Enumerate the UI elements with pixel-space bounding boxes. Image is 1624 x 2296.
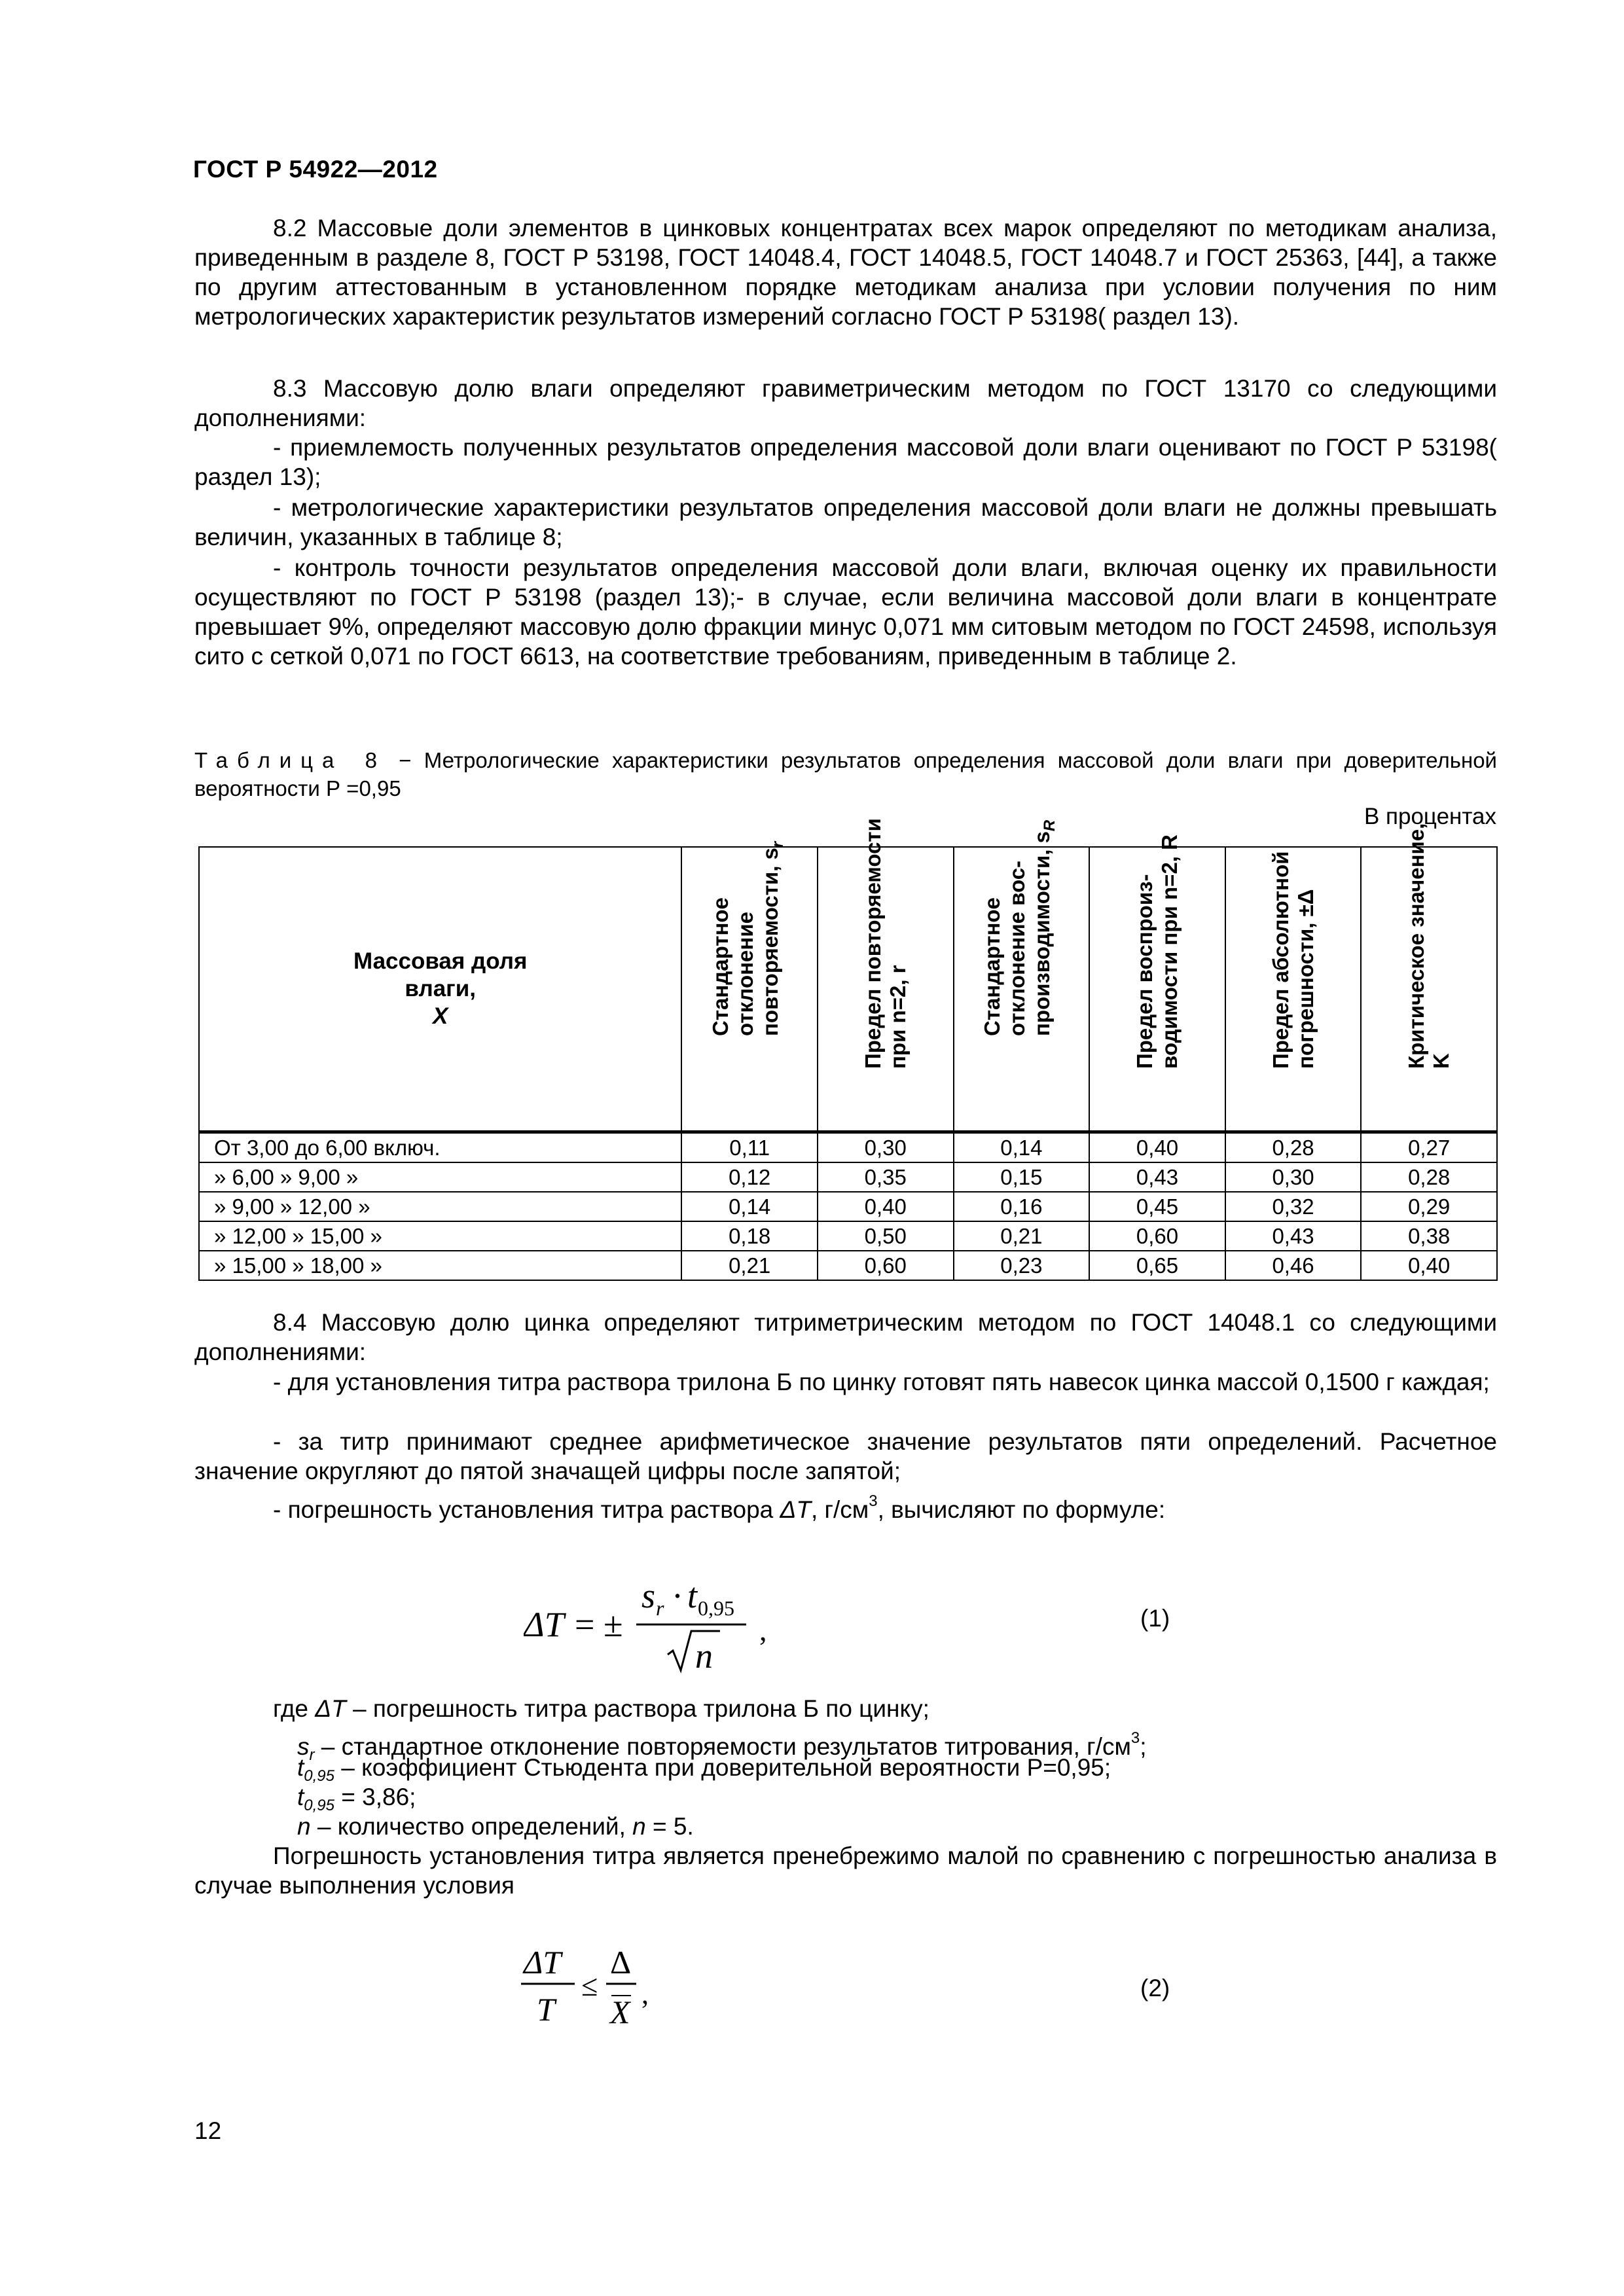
definition-n-symbol: n bbox=[297, 1813, 311, 1840]
header-reproducibility-sd-text: Стандартное отклонение вос-производимости, s bbox=[980, 831, 1055, 1036]
header-mass-fraction bbox=[199, 847, 681, 1132]
row-range: » 15,00 » 18,00 » bbox=[199, 1251, 681, 1280]
bullet-weighings bbox=[194, 1367, 1497, 1397]
table-row bbox=[199, 1221, 1497, 1251]
formula2-le: ≤ bbox=[581, 1969, 598, 2002]
header-reproducibility-limit-text: Предел воспроиз-водимости при n=2, R bbox=[1132, 834, 1182, 1069]
paragraph-8-3-text: 8.3 Массовую долю влаги определяют гравиметрическим методом по ГОСТ 13170 со следующими дополнениями: bbox=[194, 375, 1497, 431]
row-range: » 6,00 » 9,00 » bbox=[199, 1162, 681, 1192]
header-mass-fraction-line1: Массовая доля bbox=[353, 948, 528, 974]
page-number: 12 bbox=[194, 2117, 222, 2144]
formula-denominator-n: n bbox=[695, 1636, 713, 1676]
definition-sr-sub: r bbox=[309, 1746, 315, 1764]
definition-sr-sup: 3 bbox=[1130, 1729, 1140, 1747]
formula-delta-t: ΔT bbox=[524, 1605, 564, 1644]
definition-delta-t-text: – погрешность титра раствора трилона Б по цинку; bbox=[346, 1695, 929, 1722]
row-range: » 12,00 » 15,00 » bbox=[199, 1221, 681, 1251]
formula-numerator-dot: · bbox=[672, 1576, 683, 1615]
definition-t095-symbol: t bbox=[297, 1754, 304, 1781]
header-mass-fraction-line2: влаги, bbox=[405, 976, 476, 1001]
table-cell: 0,21 bbox=[954, 1221, 1090, 1251]
table-cell: 0,40 bbox=[818, 1192, 954, 1221]
formula-comma: , bbox=[759, 1613, 767, 1647]
formula-equals-pm: = ± bbox=[575, 1605, 623, 1644]
definition-n-end: = 5. bbox=[645, 1813, 694, 1840]
formula-numerator-095: 0,95 bbox=[698, 1596, 734, 1620]
definition-delta-t-prefix: где bbox=[273, 1695, 316, 1722]
header-repeatability-sd-text: Стандартное отклонение повторяемости, s bbox=[708, 848, 783, 1036]
table-cell: 0,12 bbox=[681, 1162, 818, 1192]
table-cell: 0,38 bbox=[1361, 1221, 1497, 1251]
header-critical-value-text: Критическое значение, K bbox=[1404, 823, 1454, 1069]
paragraph-negligible-error bbox=[194, 1841, 1497, 1900]
definition-t095-sub: 0,95 bbox=[304, 1767, 334, 1785]
table-cell: 0,23 bbox=[954, 1251, 1090, 1280]
table-cell: 0,60 bbox=[818, 1251, 954, 1280]
definition-n bbox=[194, 1812, 1497, 1841]
bullet-titre-mean bbox=[194, 1427, 1497, 1486]
paragraph-8-4-text: 8.4 Массовую долю цинка определяют титриметрическим методом по ГОСТ 14048.1 со следующими дополнениями: bbox=[194, 1309, 1497, 1365]
header-reproducibility-sd-sub: R bbox=[1041, 819, 1059, 832]
header-critical-value bbox=[1361, 823, 1497, 1132]
table-row bbox=[199, 1132, 1497, 1163]
bullet-titre-mean-text: - за титр принимают среднее арифметическое значение результатов пяти определений. Расчетное значение округляют до пятой значащей цифры после запятой; bbox=[194, 1428, 1497, 1484]
formula-numerator-s: s bbox=[641, 1576, 656, 1615]
table-caption-label: Таблица 8 bbox=[194, 748, 387, 772]
header-repeatability-limit bbox=[818, 818, 954, 1132]
header-reproducibility-sd bbox=[954, 819, 1090, 1132]
table-cell: 0,32 bbox=[1225, 1192, 1362, 1221]
definition-sr-symbol: s bbox=[297, 1733, 310, 1760]
bullet-weighings-text: - для установления титра раствора трилона Б по цинку готовят пять навесок цинка массой 0,1500 г каждая; bbox=[273, 1369, 1490, 1395]
bullet-titre-error-unit: , г/см bbox=[810, 1496, 869, 1523]
formula-numerator-t: t bbox=[687, 1576, 698, 1615]
formula2-delta: Δ bbox=[610, 1944, 632, 1981]
table-cell: 0,21 bbox=[681, 1251, 818, 1280]
formula2-t: T bbox=[537, 1991, 555, 2028]
table-caption bbox=[194, 746, 1497, 802]
header-mass-fraction-symbol: Х bbox=[433, 1003, 448, 1029]
definition-t095-value-sub: 0,95 bbox=[304, 1797, 334, 1814]
formula2-x: X bbox=[610, 1994, 630, 2030]
bullet-titre-error bbox=[194, 1486, 1497, 1524]
paragraph-8-4 bbox=[194, 1308, 1497, 1367]
bullet-metrological bbox=[194, 493, 1497, 552]
table-row bbox=[199, 1192, 1497, 1221]
bullet-titre-error-end: , вычисляют по формуле: bbox=[877, 1496, 1166, 1523]
header-repeatability-limit-text: Предел повторяемости при n=2, r bbox=[860, 818, 910, 1069]
table-cell: 0,27 bbox=[1361, 1132, 1497, 1163]
table-cell: 0,11 bbox=[681, 1132, 818, 1163]
header-repeatability-sd-sub: r bbox=[769, 841, 787, 848]
table-cell: 0,15 bbox=[954, 1162, 1090, 1192]
table-cell: 0,45 bbox=[1089, 1192, 1225, 1221]
table-cell: 0,46 bbox=[1225, 1251, 1362, 1280]
definition-n-symbol-2: n bbox=[632, 1813, 646, 1840]
definition-n-text: – количество определений, bbox=[310, 1813, 633, 1840]
document-header: ГОСТ Р 54922—2012 bbox=[193, 156, 438, 183]
formula-numerator-r: r bbox=[656, 1596, 664, 1620]
delta-t-symbol: ΔT bbox=[780, 1496, 811, 1523]
table-cell: 0,40 bbox=[1089, 1132, 1225, 1163]
table-cell: 0,43 bbox=[1089, 1162, 1225, 1192]
table-cell: 0,30 bbox=[818, 1132, 954, 1163]
paragraph-8-2-text: 8.2 Массовые доли элементов в цинковых концентратах всех марок определяют по методикам анализа, приведенным в разделе 8, ГОСТ Р 53198, ГОСТ 14048.4, ГОСТ 14048.5, ГОСТ 14048.7 и ГОСТ 25363, [44], а также по другим аттестованным в установленном порядке методикам анализа при условии получения по ним метрологических характеристик результатов измерений согласно ГОСТ Р 53198( раздел 13). bbox=[194, 215, 1497, 330]
bullet-acceptance bbox=[194, 433, 1497, 492]
definition-t095-text: – коэффициент Стьюдента при доверительной вероятности Р=0,95; bbox=[334, 1754, 1111, 1781]
bullet-acceptance-text: - приемлемость полученных результатов определения массовой доли влаги оценивают по ГОСТ Р 53198( раздел 13); bbox=[194, 434, 1497, 490]
table-cell: 0,30 bbox=[1225, 1162, 1362, 1192]
table-cell: 0,16 bbox=[954, 1192, 1090, 1221]
table-cell: 0,40 bbox=[1361, 1251, 1497, 1280]
formula-1-graphic bbox=[524, 1563, 812, 1681]
table-cell: 0,18 bbox=[681, 1221, 818, 1251]
table-caption-text: − Метрологические характеристики результатов определения массовой доли влаги при доверительной вероятности Р =0,95 bbox=[194, 748, 1497, 800]
formula2-delta-t: ΔT bbox=[524, 1944, 562, 1981]
row-range: » 9,00 » 12,00 » bbox=[199, 1192, 681, 1221]
table-cell: 0,35 bbox=[818, 1162, 954, 1192]
table-cell: 0,43 bbox=[1225, 1221, 1362, 1251]
bullet-accuracy-control bbox=[194, 553, 1497, 671]
table-cell: 0,60 bbox=[1089, 1221, 1225, 1251]
equation-1-number: (1) bbox=[1140, 1605, 1170, 1632]
table-cell: 0,50 bbox=[818, 1221, 954, 1251]
definition-sr-end: ; bbox=[1140, 1733, 1147, 1760]
row-range: От 3,00 до 6,00 включ. bbox=[199, 1132, 681, 1163]
table-cell: 0,28 bbox=[1361, 1162, 1497, 1192]
table-cell: 0,14 bbox=[681, 1192, 818, 1221]
formula-2 bbox=[517, 1941, 668, 2045]
table-row bbox=[199, 1251, 1497, 1280]
header-absolute-error-limit-text: Предел абсолютной погрешности, ±Δ bbox=[1268, 851, 1318, 1069]
header-reproducibility-limit bbox=[1089, 834, 1225, 1132]
table-cell: 0,29 bbox=[1361, 1192, 1497, 1221]
definition-delta-t-symbol: ΔT bbox=[315, 1695, 346, 1722]
table-cell: 0,28 bbox=[1225, 1132, 1362, 1163]
table-cell: 0,65 bbox=[1089, 1251, 1225, 1280]
bullet-accuracy-control-text: - контроль точности результатов определения массовой доли влаги, включая оценку их правильности осуществляют по ГОСТ Р 53198 (раздел 13);- в случае, если величина массовой доли влаги в концентрате превышает 9%, определяют массовую долю фракции минус 0,071 мм ситовым методом по ГОСТ 24598, используя сито с сеткой 0,071 по ГОСТ 6613, на соответствие требованиям, приведенным в таблице 2. bbox=[194, 554, 1497, 670]
definition-sr-text: – стандартное отклонение повторяемости результатов титрования, г/см bbox=[314, 1733, 1131, 1760]
definition-t095-value-symbol: t bbox=[297, 1784, 304, 1810]
table-row bbox=[199, 1162, 1497, 1192]
header-repeatability-sd bbox=[681, 841, 818, 1132]
table-8 bbox=[198, 818, 1498, 1281]
formula2-comma: , bbox=[641, 1978, 649, 2010]
superscript-3: 3 bbox=[869, 1492, 878, 1510]
header-absolute-error-limit bbox=[1225, 847, 1362, 1132]
equation-2-number: (2) bbox=[1140, 1975, 1170, 2001]
paragraph-8-3 bbox=[194, 374, 1497, 433]
paragraph-8-2 bbox=[194, 213, 1497, 331]
table-header-row bbox=[199, 847, 1497, 1132]
definition-t095-value-text: = 3,86; bbox=[334, 1784, 416, 1810]
paragraph-negligible-error-text: Погрешность установления титра является пренебрежимо малой по сравнению с погрешностью анализа в случае выполнения условия bbox=[194, 1842, 1497, 1899]
bullet-titre-error-text: - погрешность установления титра раствора bbox=[273, 1496, 780, 1523]
formula-2-graphic bbox=[517, 1941, 668, 2045]
definition-delta-t bbox=[194, 1694, 1497, 1723]
table-cell: 0,14 bbox=[954, 1132, 1090, 1163]
table-units: В процентах bbox=[1363, 804, 1496, 829]
formula-1 bbox=[524, 1563, 812, 1681]
bullet-metrological-text: - метрологические характеристики результатов определения массовой доли влаги не должны превышать величин, указанных в таблице 8; bbox=[194, 494, 1497, 550]
